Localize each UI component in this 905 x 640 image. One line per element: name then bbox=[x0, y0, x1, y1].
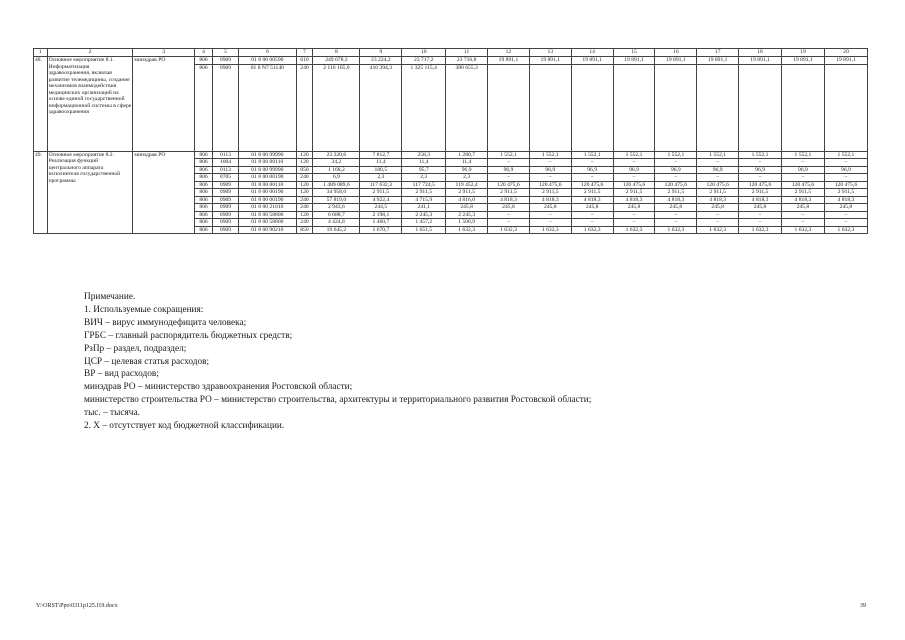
value-cell: 120 475,6 bbox=[824, 181, 867, 189]
value-cell: 245,8 bbox=[488, 204, 530, 212]
value-cell: 1 632,3 bbox=[446, 226, 488, 234]
value-cell: 120 475,6 bbox=[782, 181, 825, 189]
value-cell: – bbox=[739, 219, 782, 227]
value-cell: 1 552,1 bbox=[782, 151, 825, 159]
value-cell: 1 632,3 bbox=[782, 226, 825, 234]
column-number-cell: 1 bbox=[34, 49, 48, 57]
value-cell: 2 911,5 bbox=[402, 189, 446, 197]
value-cell: 258,3 bbox=[402, 151, 446, 159]
value-cell: 4 818,3 bbox=[739, 196, 782, 204]
value-cell: 120 bbox=[296, 181, 313, 189]
value-cell: 1 168,2 bbox=[313, 166, 360, 174]
row-number-cell: 49. bbox=[34, 151, 48, 234]
value-cell: – bbox=[529, 219, 571, 227]
column-number-cell: 16 bbox=[655, 49, 697, 57]
value-cell: 0909 bbox=[212, 64, 238, 151]
note-line: минздрав РО – министерство здравоохранения Ростовской области; bbox=[84, 382, 353, 393]
value-cell: 117 724,5 bbox=[402, 181, 446, 189]
value-cell: – bbox=[824, 174, 867, 182]
budget-table bbox=[33, 48, 868, 234]
measure-name-cell: Основное мероприятие 8.2. Реализация функций центрального аппарата исполнителя государственной программы bbox=[47, 151, 133, 234]
value-cell: – bbox=[655, 174, 697, 182]
column-number-cell: 19 bbox=[782, 49, 825, 57]
value-cell: – bbox=[739, 211, 782, 219]
value-cell: 245,8 bbox=[571, 204, 613, 212]
value-cell bbox=[613, 64, 655, 151]
value-cell: – bbox=[697, 219, 739, 227]
value-cell: 96,9 bbox=[488, 166, 530, 174]
value-cell: 806 bbox=[195, 219, 213, 227]
value-cell: 4 922,4 bbox=[360, 196, 402, 204]
value-cell: 240 bbox=[296, 174, 313, 182]
value-cell: 2 911,5 bbox=[655, 189, 697, 197]
value-cell: 806 bbox=[195, 189, 213, 197]
value-cell: 19 891,1 bbox=[488, 57, 530, 65]
value-cell: 01 8 00 21010 bbox=[239, 204, 297, 212]
value-cell: 380 655,3 bbox=[446, 64, 488, 151]
value-cell: 11,4 bbox=[402, 159, 446, 167]
value-cell: 2 911,5 bbox=[824, 189, 867, 197]
value-cell: 0909 bbox=[212, 181, 238, 189]
value-cell: 806 bbox=[195, 181, 213, 189]
column-number-cell: 10 bbox=[402, 49, 446, 57]
value-cell: 240 bbox=[296, 196, 313, 204]
value-cell: 806 bbox=[195, 211, 213, 219]
value-cell: 1 552,1 bbox=[739, 151, 782, 159]
value-cell: 19 891,1 bbox=[782, 57, 825, 65]
value-cell: 120 bbox=[296, 211, 313, 219]
responsible-cell: минздрав РО bbox=[133, 151, 195, 234]
value-cell: 19 891,1 bbox=[824, 57, 867, 65]
value-cell: 6,9 bbox=[313, 174, 360, 182]
responsible-cell: минздрав РО bbox=[133, 57, 195, 152]
value-cell: 96,9 bbox=[824, 166, 867, 174]
table-body bbox=[34, 49, 868, 234]
table-row bbox=[34, 57, 868, 65]
value-cell: 4 818,3 bbox=[613, 196, 655, 204]
value-cell: 2,3 bbox=[446, 174, 488, 182]
value-cell: 850 bbox=[296, 166, 313, 174]
value-cell: 2 911,5 bbox=[529, 189, 571, 197]
notes-section bbox=[84, 291, 591, 433]
value-cell: 249 678,3 bbox=[313, 57, 360, 65]
value-cell: 4 818,3 bbox=[782, 196, 825, 204]
value-cell: 4 816,0 bbox=[446, 196, 488, 204]
value-cell: 2,3 bbox=[402, 174, 446, 182]
value-cell: 0705 bbox=[212, 174, 238, 182]
value-cell: 120 bbox=[296, 159, 313, 167]
value-cell: 1 552,1 bbox=[655, 151, 697, 159]
value-cell: 7 812,7 bbox=[360, 151, 402, 159]
value-cell: 0909 bbox=[212, 226, 238, 234]
value-cell: 23 224,2 bbox=[360, 57, 402, 65]
value-cell: 4 818,3 bbox=[824, 196, 867, 204]
value-cell bbox=[739, 64, 782, 151]
value-cell: 850 bbox=[296, 226, 313, 234]
value-cell: 4 818,3 bbox=[529, 196, 571, 204]
value-cell: – bbox=[613, 211, 655, 219]
value-cell: 0909 bbox=[212, 189, 238, 197]
value-cell: 244,5 bbox=[360, 204, 402, 212]
value-cell: – bbox=[655, 211, 697, 219]
value-cell: 4 818,3 bbox=[697, 196, 739, 204]
value-cell: 245,8 bbox=[446, 204, 488, 212]
value-cell: 01 8 00 58800 bbox=[239, 219, 297, 227]
note-line: ВИЧ – вирус иммунодефицита человека; bbox=[84, 317, 247, 328]
value-cell: 01 8 00 58800 bbox=[239, 211, 297, 219]
table-row bbox=[34, 151, 868, 159]
value-cell: – bbox=[613, 174, 655, 182]
value-cell: – bbox=[613, 159, 655, 167]
value-cell: 241,1 bbox=[402, 204, 446, 212]
value-cell: 01 8 00 99990 bbox=[239, 151, 297, 159]
value-cell: 806 bbox=[195, 226, 213, 234]
value-cell: 245,8 bbox=[782, 204, 825, 212]
value-cell bbox=[488, 64, 530, 151]
value-cell bbox=[782, 64, 825, 151]
value-cell: 120 475,6 bbox=[655, 181, 697, 189]
value-cell: 2 245,3 bbox=[402, 211, 446, 219]
value-cell: 4 818,3 bbox=[488, 196, 530, 204]
value-cell: 806 bbox=[195, 196, 213, 204]
page-number: 39 bbox=[860, 603, 866, 609]
value-cell: – bbox=[697, 159, 739, 167]
value-cell: – bbox=[782, 211, 825, 219]
value-cell: 1 632,3 bbox=[697, 226, 739, 234]
value-cell: 1 632,3 bbox=[824, 226, 867, 234]
value-cell: 11,4 bbox=[446, 159, 488, 167]
value-cell: 4 818,3 bbox=[655, 196, 697, 204]
value-cell: – bbox=[655, 219, 697, 227]
value-cell: 119 452,4 bbox=[446, 181, 488, 189]
value-cell: 120 475,6 bbox=[571, 181, 613, 189]
value-cell: 57 819,0 bbox=[313, 196, 360, 204]
note-line: министерство строительства РО – министерство строительства, архитектуры и территориального развития Ростовской области; bbox=[84, 395, 592, 406]
value-cell: 120 475,6 bbox=[739, 181, 782, 189]
value-cell: 1 651,5 bbox=[402, 226, 446, 234]
value-cell: 0113 bbox=[212, 151, 238, 159]
value-cell: 1 552,1 bbox=[529, 151, 571, 159]
value-cell: – bbox=[529, 174, 571, 182]
value-cell: 01 8 N7 51140 bbox=[239, 64, 297, 151]
value-cell: – bbox=[824, 159, 867, 167]
value-cell: 19 891,1 bbox=[697, 57, 739, 65]
value-cell: 19 891,1 bbox=[529, 57, 571, 65]
value-cell: – bbox=[571, 219, 613, 227]
value-cell: 1 325 115,4 bbox=[402, 64, 446, 151]
value-cell: 1004 bbox=[212, 159, 238, 167]
value-cell: – bbox=[529, 211, 571, 219]
column-number-cell: 7 bbox=[296, 49, 313, 57]
value-cell: 2 911,5 bbox=[613, 189, 655, 197]
value-cell: 240 bbox=[296, 204, 313, 212]
value-cell: 2 911,5 bbox=[488, 189, 530, 197]
value-cell: 01 8 00 00590 bbox=[239, 57, 297, 65]
value-cell: 4 715,9 bbox=[402, 196, 446, 204]
value-cell: 806 bbox=[195, 64, 213, 151]
value-cell: 01 8 00 00110 bbox=[239, 181, 297, 189]
note-line: 1. Используемые сокращения: bbox=[84, 304, 204, 315]
value-cell: 19 891,1 bbox=[613, 57, 655, 65]
column-number-cell: 11 bbox=[446, 49, 488, 57]
value-cell: – bbox=[529, 159, 571, 167]
column-number-cell: 3 bbox=[133, 49, 195, 57]
value-cell: 95,7 bbox=[402, 166, 446, 174]
value-cell: – bbox=[782, 219, 825, 227]
value-cell: 806 bbox=[195, 174, 213, 182]
value-cell: 1 280,7 bbox=[446, 151, 488, 159]
value-cell bbox=[697, 64, 739, 151]
value-cell: 2 198,1 bbox=[360, 211, 402, 219]
value-cell: 1 552,1 bbox=[824, 151, 867, 159]
value-cell: 120 475,6 bbox=[613, 181, 655, 189]
value-cell: – bbox=[824, 219, 867, 227]
column-number-cell: 15 bbox=[613, 49, 655, 57]
value-cell: 96,9 bbox=[446, 166, 488, 174]
value-cell bbox=[824, 64, 867, 151]
footer-file-path: Y:\ORST\Ppo\0311p125.f19.docx bbox=[36, 603, 118, 609]
value-cell: 806 bbox=[195, 159, 213, 167]
value-cell: 34 958,0 bbox=[313, 189, 360, 197]
column-number-cell: 2 bbox=[47, 49, 133, 57]
value-cell: 19 645,2 bbox=[313, 226, 360, 234]
header-row bbox=[34, 49, 868, 57]
value-cell: 1 632,3 bbox=[613, 226, 655, 234]
value-cell: 96,9 bbox=[571, 166, 613, 174]
note-line: РзПр – раздел, подраздел; bbox=[84, 343, 187, 354]
column-number-cell: 17 bbox=[697, 49, 739, 57]
value-cell: 0909 bbox=[212, 204, 238, 212]
column-number-cell: 8 bbox=[313, 49, 360, 57]
value-cell: 1 552,1 bbox=[488, 151, 530, 159]
value-cell: – bbox=[697, 174, 739, 182]
value-cell: 23 717,2 bbox=[402, 57, 446, 65]
column-number-cell: 13 bbox=[529, 49, 571, 57]
column-number-cell: 6 bbox=[239, 49, 297, 57]
value-cell: 2 911,5 bbox=[571, 189, 613, 197]
value-cell: 0909 bbox=[212, 57, 238, 65]
value-cell: 245,8 bbox=[739, 204, 782, 212]
column-number-cell: 4 bbox=[195, 49, 213, 57]
value-cell: – bbox=[488, 159, 530, 167]
column-number-cell: 14 bbox=[571, 49, 613, 57]
note-line: 2. Х – отсутствует код бюджетной классификации. bbox=[84, 421, 285, 432]
value-cell: 6 688,7 bbox=[313, 211, 360, 219]
value-cell: 1 489 089,6 bbox=[313, 181, 360, 189]
column-number-cell: 20 bbox=[824, 49, 867, 57]
value-cell: 1 670,7 bbox=[360, 226, 402, 234]
value-cell: 2 911,5 bbox=[739, 189, 782, 197]
value-cell: 610 bbox=[296, 57, 313, 65]
value-cell: 806 bbox=[195, 166, 213, 174]
value-cell: 96,9 bbox=[739, 166, 782, 174]
value-cell: 19 891,1 bbox=[655, 57, 697, 65]
value-cell: – bbox=[655, 159, 697, 167]
value-cell: 0909 bbox=[212, 211, 238, 219]
value-cell: 1 460,7 bbox=[360, 219, 402, 227]
value-cell: 96,9 bbox=[655, 166, 697, 174]
value-cell: 245,8 bbox=[824, 204, 867, 212]
value-cell: – bbox=[488, 219, 530, 227]
value-cell: 1 632,3 bbox=[488, 226, 530, 234]
value-cell: 01 8 00 90210 bbox=[239, 226, 297, 234]
value-cell: 240 bbox=[296, 219, 313, 227]
value-cell: 245,8 bbox=[697, 204, 739, 212]
value-cell: 01 8 00 00190 bbox=[239, 189, 297, 197]
note-line: ГРБС – главный распорядитель бюджетных средств; bbox=[84, 330, 293, 341]
value-cell: 1 552,1 bbox=[613, 151, 655, 159]
value-cell: 0113 bbox=[212, 166, 238, 174]
value-cell: 806 bbox=[195, 204, 213, 212]
value-cell: 2 911,5 bbox=[782, 189, 825, 197]
value-cell: – bbox=[739, 159, 782, 167]
value-cell: 01 8 00 00190 bbox=[239, 174, 297, 182]
value-cell: 11,4 bbox=[360, 159, 402, 167]
value-cell: 1 457,2 bbox=[402, 219, 446, 227]
value-cell: 1 632,3 bbox=[739, 226, 782, 234]
value-cell: 1 632,3 bbox=[529, 226, 571, 234]
value-cell: 120 475,6 bbox=[529, 181, 571, 189]
value-cell: – bbox=[488, 174, 530, 182]
value-cell: – bbox=[571, 211, 613, 219]
value-cell: – bbox=[697, 211, 739, 219]
note-line: ВР – вид расходов; bbox=[84, 369, 159, 380]
value-cell: 34,2 bbox=[313, 159, 360, 167]
value-cell: 2 943,6 bbox=[313, 204, 360, 212]
row-number-cell: 48. bbox=[34, 57, 48, 152]
value-cell: 4 818,3 bbox=[571, 196, 613, 204]
value-cell: – bbox=[782, 159, 825, 167]
value-cell: 2 245,3 bbox=[446, 211, 488, 219]
measure-name-cell: Основное мероприятие 8.1. Информатизация здравоохранения, включая развитие телемедицины, создание механизмов взаимодействия медицинских организаций на основе единой государственной информационной системы в сфере здравоохранения bbox=[47, 57, 133, 152]
note-line: тыс. – тысяча. bbox=[84, 408, 140, 419]
value-cell: 1 506,9 bbox=[446, 219, 488, 227]
value-cell: 19 891,1 bbox=[571, 57, 613, 65]
value-cell: 2 911,5 bbox=[697, 189, 739, 197]
value-cell: – bbox=[571, 159, 613, 167]
value-cell: 120 475,6 bbox=[697, 181, 739, 189]
value-cell: 01 8 00 99990 bbox=[239, 166, 297, 174]
value-cell: 410 394,3 bbox=[360, 64, 402, 151]
value-cell: 23 716,8 bbox=[446, 57, 488, 65]
value-cell: 1 552,1 bbox=[571, 151, 613, 159]
value-cell: 2 911,5 bbox=[360, 189, 402, 197]
value-cell: 2,3 bbox=[360, 174, 402, 182]
column-number-cell: 9 bbox=[360, 49, 402, 57]
value-cell: – bbox=[824, 211, 867, 219]
value-cell: 96,9 bbox=[697, 166, 739, 174]
value-cell: 1 552,1 bbox=[697, 151, 739, 159]
value-cell: 23 320,6 bbox=[313, 151, 360, 159]
value-cell bbox=[655, 64, 697, 151]
column-number-cell: 5 bbox=[212, 49, 238, 57]
value-cell: 120 bbox=[296, 151, 313, 159]
column-number-cell: 12 bbox=[488, 49, 530, 57]
column-number-cell: 18 bbox=[739, 49, 782, 57]
value-cell: – bbox=[613, 219, 655, 227]
value-cell: 96,9 bbox=[613, 166, 655, 174]
value-cell bbox=[529, 64, 571, 151]
value-cell: 0909 bbox=[212, 196, 238, 204]
value-cell: 1 632,3 bbox=[655, 226, 697, 234]
value-cell: – bbox=[739, 174, 782, 182]
value-cell: 240 bbox=[296, 64, 313, 151]
value-cell: 96,9 bbox=[782, 166, 825, 174]
value-cell: 4 424,8 bbox=[313, 219, 360, 227]
value-cell: 96,9 bbox=[529, 166, 571, 174]
notes-title: Примечание. bbox=[84, 292, 136, 302]
value-cell: 245,8 bbox=[655, 204, 697, 212]
value-cell: – bbox=[488, 211, 530, 219]
value-cell: 01 8 00 00190 bbox=[239, 196, 297, 204]
value-cell: 120 475,6 bbox=[488, 181, 530, 189]
value-cell: – bbox=[782, 174, 825, 182]
value-cell: 117 632,3 bbox=[360, 181, 402, 189]
value-cell: 2 911,5 bbox=[446, 189, 488, 197]
value-cell: 806 bbox=[195, 57, 213, 65]
value-cell: 01 8 00 00110 bbox=[239, 159, 297, 167]
value-cell: 2 116 165,0 bbox=[313, 64, 360, 151]
value-cell: 0909 bbox=[212, 219, 238, 227]
value-cell: 806 bbox=[195, 151, 213, 159]
value-cell: 245,8 bbox=[613, 204, 655, 212]
note-line: ЦСР – целевая статья расходов; bbox=[84, 356, 210, 367]
value-cell: 120 bbox=[296, 189, 313, 197]
value-cell bbox=[571, 64, 613, 151]
value-cell: 245,8 bbox=[529, 204, 571, 212]
value-cell: 19 891,1 bbox=[739, 57, 782, 65]
value-cell: 100,5 bbox=[360, 166, 402, 174]
value-cell: 1 632,3 bbox=[571, 226, 613, 234]
value-cell: – bbox=[571, 174, 613, 182]
